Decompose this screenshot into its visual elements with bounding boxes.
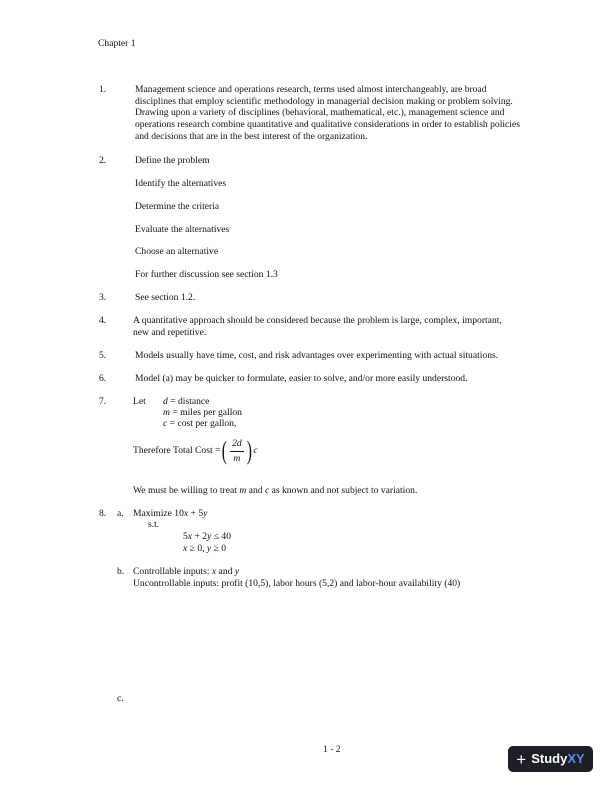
item-8-number: 8. — [99, 508, 107, 519]
total-cost-label: Therefore Total Cost = — [133, 445, 221, 457]
fraction-denominator: m — [233, 452, 241, 464]
item-8b-label: b. — [117, 566, 125, 577]
total-cost-formula: Therefore Total Cost = ( $\frac{2d}{m}$ ) c — [133, 436, 258, 466]
subject-to-label: s.t. — [148, 519, 160, 530]
controllable-inputs: Controllable inputs: x and y — [133, 566, 240, 577]
page-number: 1 - 2 — [323, 744, 341, 755]
objective-function: Maximize 10x + 5y — [133, 508, 208, 519]
badge-xy-text: XY — [567, 751, 585, 767]
studyxy-badge[interactable] — [508, 746, 593, 772]
fraction-multiplier: c — [253, 445, 258, 457]
item-4-number: 4. — [99, 315, 107, 326]
item-8a-label: a. — [117, 508, 124, 519]
item-1-number: 1. — [99, 84, 107, 95]
item-8c-label: c. — [117, 693, 124, 704]
item-4-text: A quantitative approach should be considered because the problem is large, complex, important, new and repetitive. — [133, 315, 502, 338]
chapter-header: Chapter 1 — [98, 38, 136, 49]
fraction — [230, 438, 244, 464]
item-5-number: 5. — [99, 350, 107, 361]
item-5-text: Models usually have time, cost, and risk advantages over experimenting with actual situations. — [135, 350, 499, 361]
def-cost-per-gallon: c = cost per gallon, — [163, 418, 237, 429]
fraction-numerator: 2d — [230, 438, 244, 452]
item-3-number: 3. — [99, 292, 107, 303]
def-miles-per-gallon: m = miles per gallon — [163, 407, 242, 418]
step-determine-criteria: Determine the criteria — [135, 201, 220, 212]
item-6-text: Model (a) may be quicker to formulate, easier to solve, and/or more easily understood. — [135, 373, 468, 384]
item-1-text: Management science and operations research, terms used almost interchangeably, are broad disciplines that employ scientific methodology in managerial decision making or problem solving. Drawing upon a variety of disciplines (behavioral, mathematical, etc.), management science and operations research combine quantitative and qualitative considerations in order to establish policies and decisions that are in the best interest of the organization. — [135, 84, 520, 142]
step-define-problem: Define the problem — [135, 155, 210, 166]
item-7-note: We must be willing to treat m and c as known and not subject to variation. — [133, 485, 418, 496]
item-7-number: 7. — [99, 396, 107, 407]
item-3-text: See section 1.2. — [135, 292, 196, 303]
constraint-nonnegativity: x ≥ 0, y ≥ 0 — [183, 543, 227, 554]
constraint-labor: 5x + 2y ≤ 40 — [183, 531, 231, 542]
def-distance: d = distance — [163, 396, 210, 407]
let-label: Let — [133, 396, 146, 407]
badge-study-text: Study — [531, 751, 568, 767]
step-choose-alternative: Choose an alternative — [135, 246, 219, 257]
step-evaluate-alternatives: Evaluate the alternatives — [135, 224, 230, 235]
further-discussion: For further discussion see section 1.3 — [135, 269, 278, 280]
step-identify-alternatives: Identify the alternatives — [135, 178, 227, 189]
plus-icon: + — [516, 749, 527, 769]
item-2-number: 2. — [99, 155, 107, 166]
uncontrollable-inputs: Uncontrollable inputs: profit (10,5), labor hours (5,2) and labor-hour availability (40) — [133, 578, 461, 589]
item-6-number: 6. — [99, 373, 107, 384]
